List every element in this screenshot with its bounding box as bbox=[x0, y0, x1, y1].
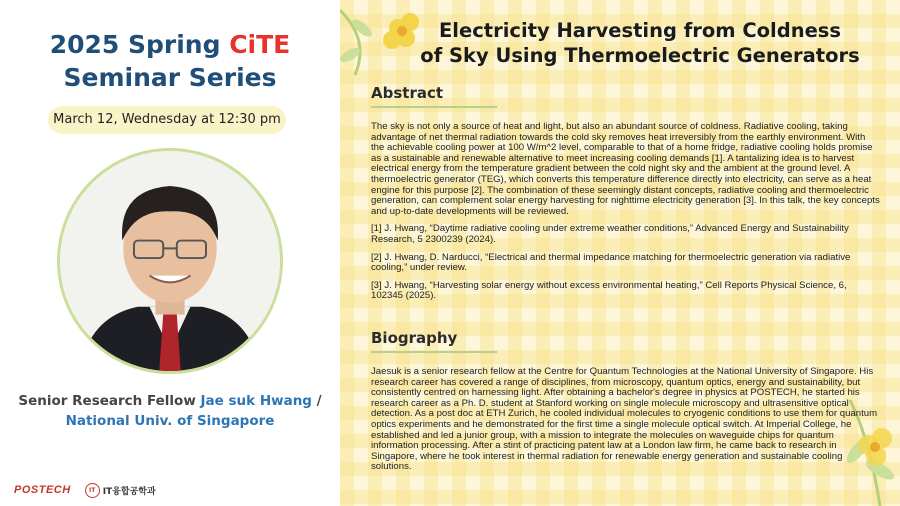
seminar-series-title bbox=[0, 28, 340, 94]
speaker-separator: / bbox=[311, 393, 322, 409]
postech-logo: POSTECH bbox=[14, 484, 71, 496]
biography-body: Jaesuk is a senior research fellow at the Centre for Quantum Technologies at the National University of Singapore. His research career has covered a range of disciplines, from microscopy, quantum optics, energy and sustainability, but consistently centred on harnessing light. After obtaining a bachelor's degree in physics at POSTECH, he started his research career as a Ph. D. student at Stanford working on single molecule microscopy and ultrasensitive optical detection. As a post doc at ETH Zurich, he cooled individual molecules to cryogenic conditions to use them for quantum optics experiments and he demonstrated for the first time a single molecule optical switch. At Imperial College, he established and led a junior group, with a mission to integrate the molecules on waveguide chips for quantum information processing. After a stint of practicing patent law at a London law firm, he came back to research in Singapore, where he took interest in thermal radiation for renewable energy generation and sustainable cooling solutions. bbox=[371, 366, 878, 473]
abstract-divider bbox=[371, 106, 497, 108]
it-dept-logo bbox=[85, 483, 156, 498]
talk-title bbox=[400, 18, 880, 68]
reference-item: [1] J. Hwang, “Daytime radiative cooling under extreme weather conditions,” Advanced Energy and Sustainability Research, 5 2300239 (2024). bbox=[371, 223, 849, 245]
right-panel bbox=[340, 0, 900, 506]
logo-bar bbox=[14, 480, 156, 500]
speaker-role: Senior Research Fellow bbox=[18, 393, 201, 409]
title-year-season: 2025 Spring bbox=[49, 30, 230, 59]
speaker-info bbox=[0, 391, 340, 431]
talk-title-line1: Electricity Harvesting from Coldness bbox=[438, 19, 842, 42]
speaker-portrait-icon bbox=[60, 151, 280, 371]
reference-item: [2] J. Hwang, D. Narducci, “Electrical and thermal impedance matching for thermoelectric generation via radiative cooling,” under review. bbox=[371, 251, 851, 274]
abstract-text: The sky is not only a source of heat and light, but also an abundant source of coldness. Radiative cooling, taking advantage of net thermal radiation towards the cold sky removes heat irreversibly from the earthly environment. With the achievable cooling power at 100 W/m^2 level, comparable to that of a home fridge, radiative cooling holds promise as a sustainable and renewable alternative to meet increasing cooling demands [1]. A tantalizing idea is to harvest electrical energy from the temperature gradient between the cold night sky and the ambient at the ground level. A thermoelectric generator (TEG), which converts this temperature difference directly into electricity, can serve as a heat engine for this purpose [2]. The combination of these seemingly distant concepts, radiative cooling and thermoelectric generation, can complement solar energy harvesting for nighttime electricity generation [3]. In this talk, the key concepts and up-to-date developments will be reviewed. bbox=[371, 121, 880, 217]
left-panel bbox=[0, 0, 340, 506]
speaker-affiliation: National Univ. of Singapore bbox=[65, 413, 275, 429]
reference-item: [3] J. Hwang, “Harvesting solar energy without excess environmental heating,” Cell Reports Physical Science, 6, 102345 (2025). bbox=[371, 279, 847, 302]
date-badge: March 12, Wednesday at 12:30 pm bbox=[48, 106, 286, 134]
abstract-body bbox=[371, 122, 881, 302]
talk-title-line2: of Sky Using Thermoelectric Generators bbox=[420, 44, 860, 67]
speaker-name: Jae suk Hwang bbox=[200, 393, 312, 409]
biography-heading: Biography bbox=[371, 329, 458, 347]
abstract-heading: Abstract bbox=[371, 84, 444, 102]
speaker-photo bbox=[57, 148, 283, 374]
title-cite-accent: CiTE bbox=[229, 30, 291, 59]
it-dept-mark-icon: IT bbox=[85, 483, 100, 498]
title-seminar-series: Seminar Series bbox=[63, 63, 277, 92]
biography-divider bbox=[371, 351, 497, 353]
it-dept-label: IT융합공학과 bbox=[102, 486, 156, 497]
